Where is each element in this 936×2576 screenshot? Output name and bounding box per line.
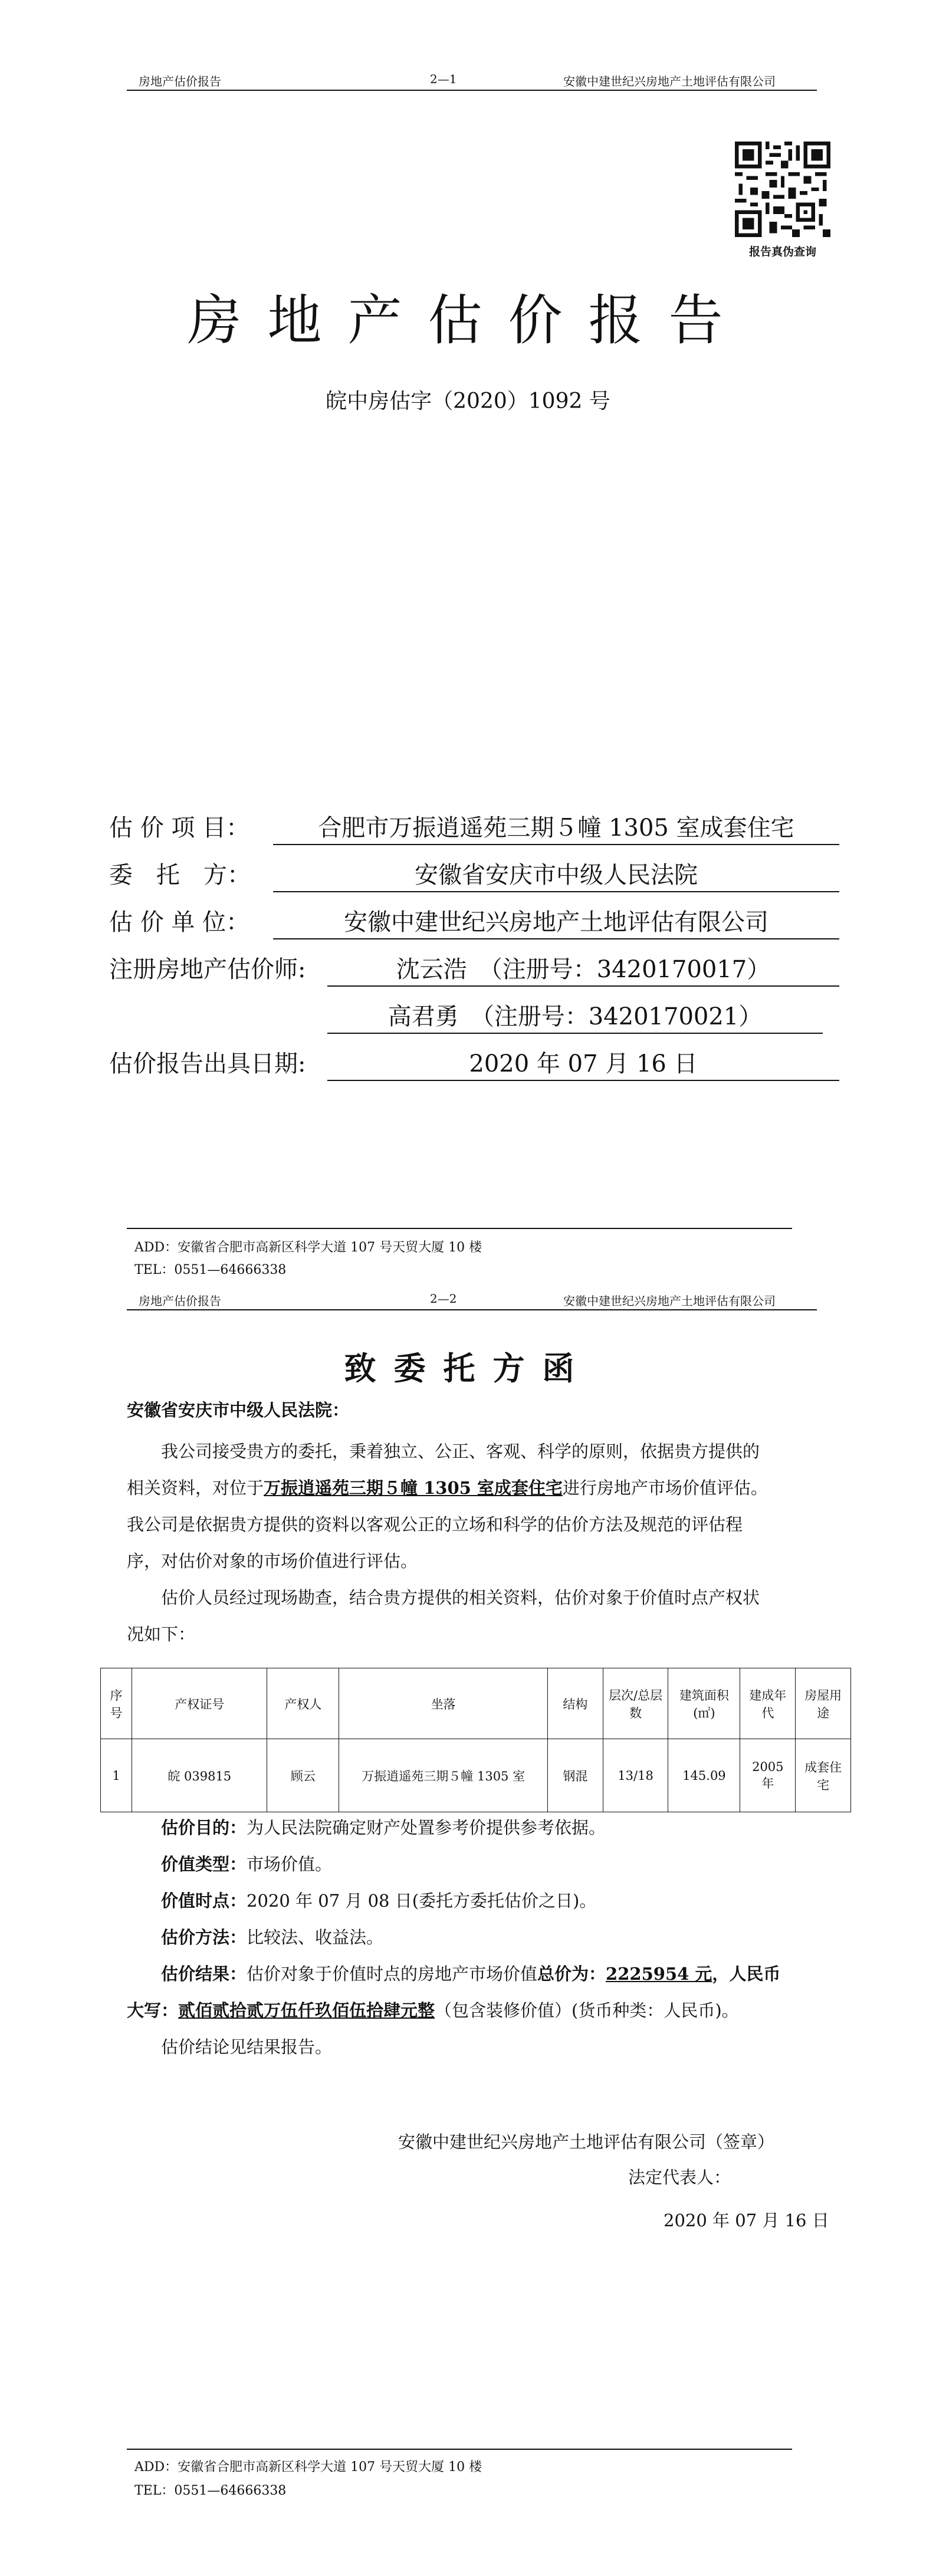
header-rule [127,90,817,91]
qr-code-icon [735,142,830,237]
date-value: 2020 年 07 月 16 日 [327,1045,839,1081]
header-right: 安徽中建世纪兴房地产土地评估有限公司 [563,74,776,88]
result-text: （包含装修价值）(货币种类：人民币)。 [435,2000,739,2020]
signature-representative: 法定代表人： [628,2167,731,2187]
signature-company: 安徽中建世纪兴房地产土地评估有限公司（签章） [398,2132,775,2152]
time-value: 2020 年 07 月 08 日(委托方委托估价之日)。 [247,1891,597,1911]
appraiser-1: 沈云浩 （注册号：3420170017） [327,951,839,987]
letter-title: 致委托方函 [344,1349,592,1387]
time-line [127,1882,835,1919]
method-label: 估价方法： [161,1927,247,1947]
table-cell: 皖 039815 [132,1739,267,1812]
purpose-label: 估价目的： [161,1818,247,1838]
header-page-number: 2—1 [430,72,457,86]
result-text: 估价对象于价值时点的房地产市场价值 [247,1964,538,1984]
table-header-cell: 房屋用途 [796,1668,851,1739]
table-header-cell: 序号 [101,1668,132,1739]
para-line: 况如下： [127,1624,196,1644]
property-name: 万振逍遥苑三期５幢 1305 室成套住宅 [264,1478,563,1498]
table-cell: 13/18 [603,1739,668,1812]
document-number: 皖中房估字（2020）1092 号 [326,389,610,413]
date-label: 估价报告出具日期: [109,1050,306,1077]
purpose-value: 为人民法院确定财产处置参考价提供参考依据。 [247,1818,606,1838]
intro-paragraph [127,1433,835,1652]
conclusion-line: 估价结论见结果报告。 [161,2037,333,2057]
type-label: 价值类型： [161,1854,247,1874]
time-label: 价值时点： [161,1891,247,1911]
unit-value: 安徽中建世纪兴房地产土地评估有限公司 [273,903,839,939]
table-cell: 钢混 [547,1739,603,1812]
table-header-cell: 建筑面积(㎡) [668,1668,740,1739]
report-title: 房地产估价报告 [187,289,749,352]
footer-rule [127,2449,792,2450]
table-cell: 2005 年 [740,1739,796,1812]
type-value: 市场价值。 [247,1854,333,1874]
header-page-number: 2—2 [430,1292,457,1306]
result-text: ，人民币 [712,1964,781,1984]
result-amount: 2225954 元 [606,1964,712,1984]
header-left: 房地产估价报告 [139,1294,221,1308]
para-line [127,1470,835,1506]
addressee: 安徽省安庆市中级人民法院： [127,1400,350,1420]
table-cell: 成套住宅 [796,1739,851,1812]
para-text: 相关资料，对位于 [127,1478,264,1498]
appraiser-2: 高君勇 （注册号：3420170021） [327,998,823,1034]
header-rule [127,1309,817,1310]
table-cell: 1 [101,1739,132,1812]
footer-tel: TEL：0551—64666338 [134,2483,287,2498]
result-amount-capital: 贰佰贰拾贰万伍仟玖佰伍拾肆元整 [178,2000,435,2020]
table-header-cell: 坐落 [339,1668,548,1739]
para-line: 我公司是依据贵方提供的资料以客观公正的立场和科学的估价方法及规范的评估程 [127,1514,743,1535]
table-header-cell: 结构 [547,1668,603,1739]
result-text: 大写： [127,2000,179,2020]
header-right: 安徽中建世纪兴房地产土地评估有限公司 [563,1294,776,1308]
type-line [127,1846,835,1882]
table-cell: 145.09 [668,1739,740,1812]
footer-address: ADD：安徽省合肥市高新区科学大道 107 号天贸大厦 10 楼 [134,2460,482,2475]
footer-address: ADD：安徽省合肥市高新区科学大道 107 号天贸大厦 10 楼 [134,1240,482,1255]
para-line: 估价人员经过现场勘查，结合贵方提供的相关资料，估价对象于价值时点产权状 [161,1588,760,1608]
valuation-details [127,1809,835,2065]
table-header-cell: 产权人 [267,1668,339,1739]
footer-rule [127,1228,792,1229]
unit-label: 估 价 单 位： [109,909,250,936]
table-header-cell: 层次/总层数 [603,1668,668,1739]
appraiser-label: 注册房地产估价师: [109,956,306,983]
table-row [101,1739,851,1812]
table-header-row [101,1668,851,1739]
result-label: 估价结果： [161,1964,247,1984]
signature-date: 2020 年 07 月 16 日 [664,2210,829,2230]
table-header-cell: 产权证号 [132,1668,267,1739]
method-line [127,1919,835,1956]
result-line [127,1956,835,1992]
purpose-line [127,1809,835,1846]
para-line: 我公司接受贵方的委托，秉着独立、公正、客观、科学的原则，依据贵方提供的 [161,1441,760,1461]
para-text: 进行房地产市场价值评估。 [562,1478,768,1498]
result-text: 总价为： [537,1964,606,1984]
table-header-cell: 建成年代 [740,1668,796,1739]
para-line: 序，对估价对象的市场价值进行评估。 [127,1551,418,1571]
property-table [100,1668,851,1812]
table-cell: 万振逍遥苑三期５幢 1305 室 [339,1739,548,1812]
header-left: 房地产估价报告 [139,74,221,88]
table-cell: 顾云 [267,1739,339,1812]
client-label: 委 托 方： [109,862,251,889]
qr-caption: 报告真伪查询 [748,245,816,258]
project-value: 合肥市万振逍遥苑三期５幢 1305 室成套住宅 [273,809,839,845]
result-caps-line [127,1992,835,2029]
project-label: 估 价 项 目： [109,814,250,842]
client-value: 安徽省安庆市中级人民法院 [273,856,839,892]
footer-tel: TEL：0551—64666338 [134,1263,287,1277]
method-value: 比较法、收益法。 [247,1927,384,1947]
